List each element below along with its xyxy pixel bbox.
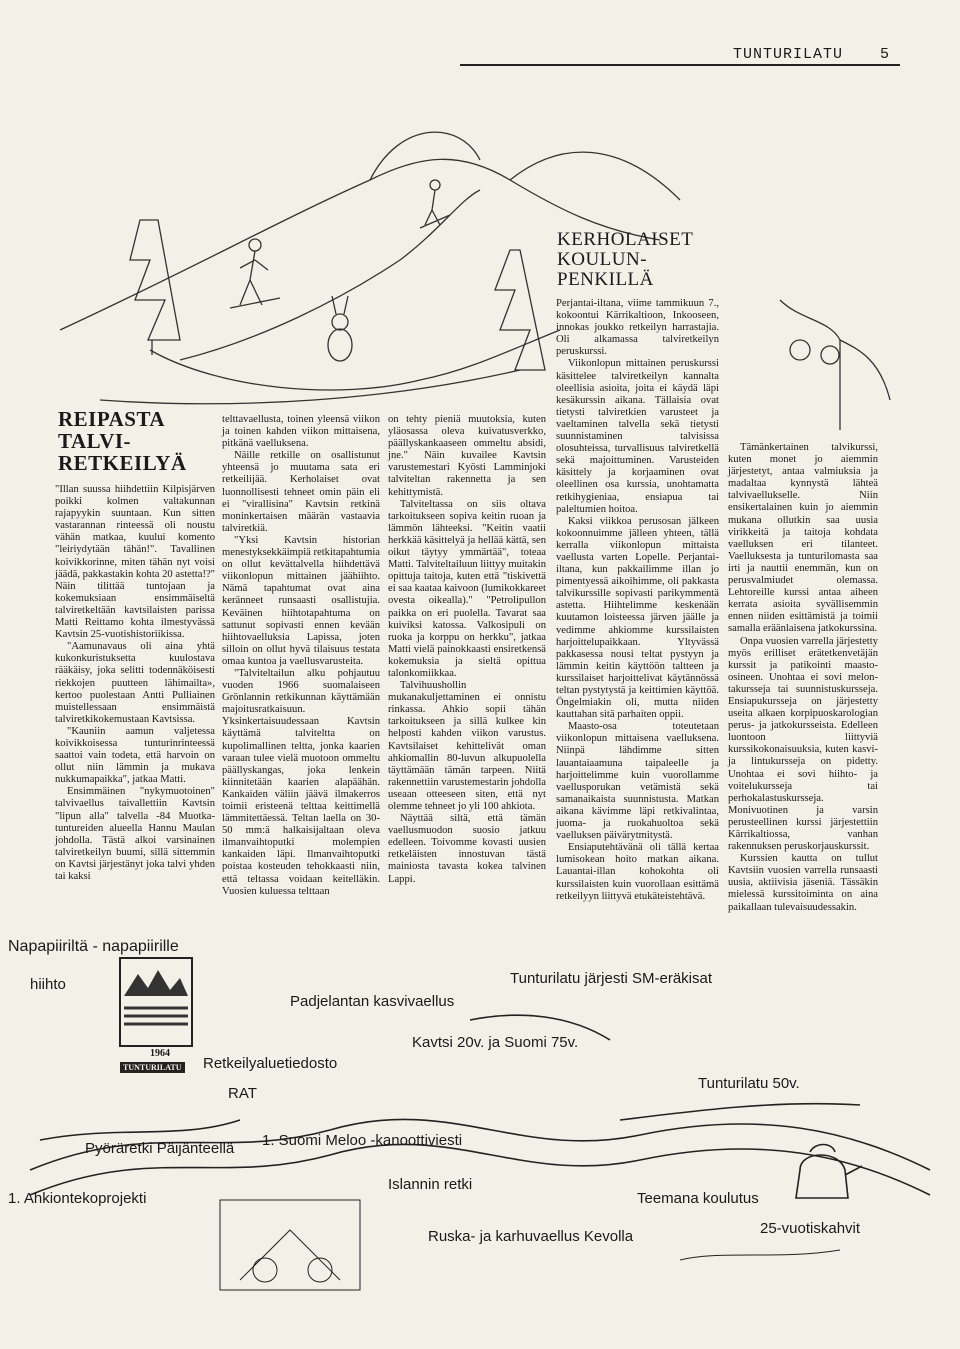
emblem-year: 1964 xyxy=(150,1048,170,1059)
owl-children-icon xyxy=(790,340,839,364)
article-kerholaiset-column-1: Perjantai-iltana, viime tammikuun 7., kokoontui Kärrikaltioon, Inkooseen, innokas joukko retkeilyn harrastajia. Oli alkamassa talviretkeilyn peruskurssi. Viikonlopun mittainen peruskurssi käsittelee talviretkeilyn kannalta oleellisia asioita, joita ei käydä läpi kesäkurssin aikana. Tällaisia ovat tietysti talviretkien varusteet ja vaeltaminen talvella sekä tietysti suunnistaminen talvisissa olosuhteissa, turvallisuus talviretkellä sekä majoittuminen. Varusteiden käsittely ja korjaaminen ovat oleellinen osa kurssia, unohtamatta retkihygieniaa, ensiapua tai paleltumien hoitoa. Kaksi viikkoa perusosan jälkeen kokoonnuimme jälleen yhteen, tällä kerralla viikonlopun mittaista vaellusta varten Lopelle. Perjantai-iltana, kun pakkailimme illan jo pimentyessä aikoihimme, oli pakkasta talvikurssille sopivasti parikymmentä astetta. Hiihtelimme keskenään kuutamon loisteessa järven jäälle ja vedimme ahkiomme kurssilaisten harjoittelupaikkaan. Yltyvässä pakkasessa nousi teltat pystyyn ja lämmin keitin käyttöön taltteen ja kurssilaiset harjoittelivat käytännössä teltan pystytystä ja keittimien käyttöä. Öngelmiakin oli, mutta niiden kauttahan sitä parhaiten oppii. Maasto-osa toteutetaan viikonlopun mittaisena vaelluksena. Niinpä lähdimme sitten lauantaiaamuna taipaleelle ja harjoittelimme kuin vuorollamme vaellusporukan vetämistä sekä samanaikaista suunnistusta. Matkan aikana kävimme läpi retkivalintaa, juoma- ja ruokahuoltoa sekä vaelluksen päivärytmitystä. Ensiaputehtävänä oli tällä kertaa lumisokean hoito matkan aikana. Lauantai-illan kohokohta oli kurssilaisten kuin vuorollaan esittämä retkeilyyn liittyvä etukäteistehtävä. xyxy=(556,298,719,902)
rabbit-icon xyxy=(328,296,352,361)
timeline-item-25vuotis: 25-vuotiskahvit xyxy=(760,1220,861,1237)
timeline-item-tunturilatu50: Tunturilatu 50v. xyxy=(698,1075,800,1092)
timeline-item-padjelanta: Padjelantan kasvivaellus xyxy=(290,993,455,1010)
timeline-item-ruska: Ruska- ja karhuvaellus Kevolla xyxy=(428,1228,634,1245)
tree-left-icon xyxy=(130,220,180,355)
winter-ski-illustration xyxy=(40,100,910,430)
photo-frame-icon xyxy=(220,1200,360,1290)
timeline-item-hiihto: hiihto xyxy=(30,976,66,993)
timeline-item-teemana: Teemana koulutus xyxy=(637,1190,759,1207)
tree-right-icon xyxy=(495,250,545,370)
article-reipasta-heading: REIPASTA TALVI- RETKEILYÄ xyxy=(58,407,187,475)
timeline-item-islanti: Islannin retki xyxy=(388,1176,473,1193)
article-kerholaiset-heading: KERHOLAISET KOULUN- PENKILLÄ xyxy=(557,229,694,290)
skier-figure-icon xyxy=(230,239,280,308)
timeline-item-meloo: 1. Suomi Meloo -kanoottiviesti xyxy=(262,1132,463,1149)
article-kerholaiset-column-2: Tämänkertainen talvikurssi, kuten monet jo aiemmin järjestetyt, antaa valmiuksia ja madaltaa kynnystä lähteä talvivaellukselle. Niin ensikertalainen kuin jo aiemmin mukana ollutkin saa uusia virikkeitä ja taitoja kohdata vaelluksen eri tilanteet. Vaelluksesta ja tunturilomasta saa irti ja nauttii enemmän, kun on perusvalmiudet olemassa. Lehtoreille kurssi antaa aiheen kerrata asioita syvällisemmin ennen niiden esittämistä ja toimii samalla eräänlaisena jatkokurssina. Onpa vuosien varrella järjestetty myös erilliset erätetkenvetäjän kurssit ja patikointi maasto-osineen. Unohtaa ei sovi melon-takursseja tai suunnistuskursseja. Ensiapukursseja on järjestetty useita alkaen korpipuoskarologian perus- ja jatkokursseista. Edelleen luontoon liittyviä kurssikokonaisuuksia, kuten kasvi- ja lintukursseja on pidetty. Unohtaa ei sovi hiihto- ja voitelukursseja tai perhokalastuskursseja. Monivuotinen ja varsin perusteellinen kurssi järjestettiin Kärrikaltiossa, vanhan rakennuksen peruskorjauskurssit. Kurssien kautta on tullut Kavtsiin vuosien varrella runsaasti uusia, aktiivisia jäseniä. Tässäkin mielessä kurssitoiminta on aina paikallaan tulevaisuudessakin. xyxy=(728,442,878,913)
timeline-item-retkeilyalue: Retkeilyaluetiedosto xyxy=(203,1055,338,1072)
skier-sled-icon xyxy=(420,180,450,228)
timeline-item-rat: RAT xyxy=(228,1085,257,1102)
timeline-item-smerakisat: Tunturilatu järjesti SM-eräkisat xyxy=(510,970,713,987)
tunturilatu-emblem-icon xyxy=(118,956,194,1048)
header-rule xyxy=(460,64,900,66)
timeline-title: Napapiiriltä - napapiirille xyxy=(8,938,179,955)
running-header-title: TUNTURILATU xyxy=(733,46,844,63)
page-number: 5 xyxy=(880,46,890,63)
timeline-item-kavtsi20: Kavtsi 20v. ja Suomi 75v. xyxy=(412,1034,579,1051)
emblem-label: TUNTURILATU xyxy=(120,1062,185,1073)
article-reipasta-column-1: "Illan suussa hiihdettiin Kilpisjärven poikki kolmen valtakunnan rajapyykin suuntaan. Kun sitten vastarannan rinteessä oli noustu vähän matkaa, kuului komento "leiriydytään tähän!". Tavallinen koivikkorinne, miten tähän nyt voisi jäädä, pakkastakin kohta 20 astetta!?" Näin tilittää tuntojaan ja kokemuksiaan ensimmäiseltä talviretkeltään kavtsilaisten parissa Matti Reittamo kohta ilmestyvässä Kavtsin 25-vuotishistoriikissa. "Aamunavaus oli aina yhtä kukonkuristuksetta kuulostava rääkäisy, joka selitti todennäköisesti riekkojen puutteen lähimailta», kertoo puolestaan Antti Pulliainen muistellessaan ensimmäistä talviretkikokemustaan Kavtsissa. "Kauniin aamun valjetessa koivikkoisessa tunturinrinteessä saattoi vain todeta, että harvoin on ollut niin lämmin ja mukava nukkumapaikka", jatkaa Matti. Ensimmäinen "nykymuotoinen" talvivaellus taivallettiin Kavtsin "lipun alla" talvella -84 Muotka-tuntureiden alueella Hannu Maulan johdolla. Tästä alkoi varsinainen talviretkeilyn buumi, sillä sittemmin on Kavtsi järjestänyt joka talvi yhden tai kaksi xyxy=(55,484,215,882)
article-reipasta-column-2: telttavaellusta, toinen yleensä viikon ja toinen kahden viikon mittaisena, pitkänä vaelluksena. Näille retkille on osallistunut yhteensä jo muutama sata eri retkeilijää. Kerholaiset ovat luonnollisesti tehneet omin päin eli ei "virallisina" Kavtsin retkinä moninkertaisen määrän vastaavia talviretkiä. "Yksi Kavtsin historian menestyksekkäimpiä retkitapahtumia on ollut kevättalvella hiihdettävä viikonlopun mittainen jäähiihto. Nämä tapahtumat ovat aina keränneet runsaasti osallistujia. Keväinen hiihtotapahtuma on sattunut sopivasti ennen kevään hiihtovaelluksia Lapissa, joten silloin on ollut hyvä tilaisuus testata omaa kuntoa ja vaellusvarusteita. "Talviteltailun alku pohjautuu vuoden 1966 suomalaiseen Grönlannin retkikunnan käyttämään majoitusratkaisuun. Yksinkertaisuudessaan Kavtsin käyttämä talviteltta on kupolimallinen teltta, jonka kaarien varaan tulee vielä muotoon ommeltu päällyskangas, joka lenkein kiinnitetään kaarien alapäähän. Kankaiden väliin jäävä ilmakerros toimii eristeenä telttaa keittimellä lämmitettäessä. Teltan laella on 30-50 mm:ä halkaisijaltaan oleva ilmanvaihtoputki molempien kankaiden läpi. Ilmanvaihtoputki poistaa kosteuden tehokkaasti niin, että teltassa voidaan keitelläkin. Vuosien kuluessa telttaan xyxy=(222,414,380,897)
timeline-item-pyoraretki: Pyöräretki Päijänteellä xyxy=(85,1140,235,1157)
article-reipasta-column-3: on tehty pieniä muutoksia, kuten yläosassa oleva kuivatusverkko, päällyskankaaseen ommeltu absidi, jne." Näin kuvailee Kavtsin varustemestari Kyösti Lamminjoki talviteltan rakennetta ja sen kehittymistä. Talviteltassa on siis oltava tarkoitukseen sopiva keitin ruoan ja lämmön lähteeksi. "Keitin vaatii herkkää käsittelyä ja hellää kättä, sen oikut täytyy ymmärtää", toteaa Matti. Talviteltailuun liittyy muitakin opittuja taitoja, kuten että "tiskivettä ei saa kaataa kaivoon (lumikokkareet ovesta oikealla)." "Petrolipullon paikka on eri puolella. Tavarat saa kuiviksi katossa. Valkosipuli on ruoka ja korppu on herkku", jatkaa Matti vielä painokkaasti ensiretkensä kokemuksia ja sieltä opittua talonkomiikkaa. Talvihuushollin mukanakuljettaminen ei onnistu rinkassa. Ahkio sopii tähän tarkoitukseen ja sillä kulkee kin helposti kahden viikon varustus. Kavtsilaiset kehittelivät oman ahkiomallin 80-luvun alkupuolella täyttämään tämän tarpeen. Niitä rakennettiin varustemestarin johdolla useaan otteeseen siten, että nyt olemme tehneet jo yli 100 ahkiota. Näyttää siltä, että tämän vaellusmuodon suosio jatkuu edelleen. Toivomme kovasti uusien retkeläisten innostuvan tästä mainiosta tavasta kokea talvinen Lappi. xyxy=(388,414,546,885)
kettle-icon xyxy=(796,1145,862,1199)
timeline-item-ahkio: 1. Ahkiontekoprojekti xyxy=(8,1190,147,1207)
